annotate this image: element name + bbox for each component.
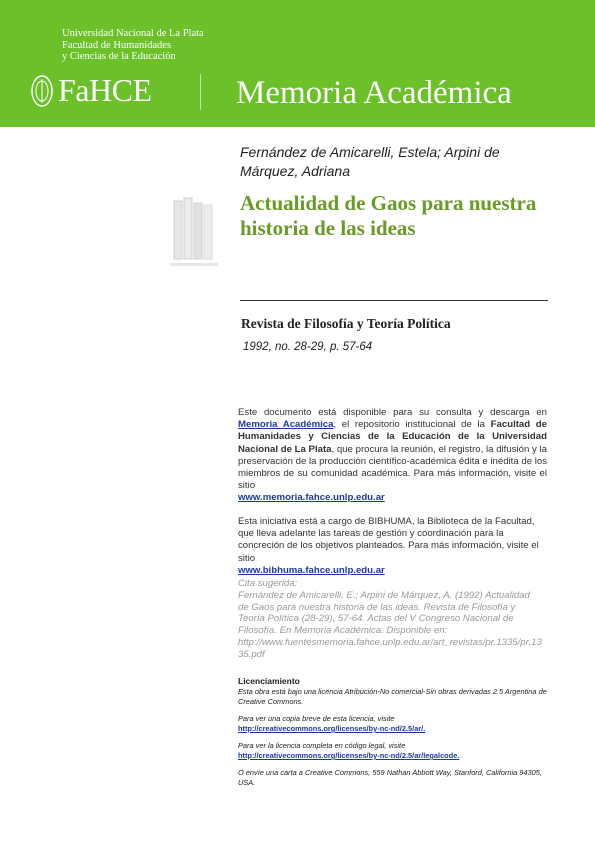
memoria-academica-link[interactable]: Memoria Académica xyxy=(238,419,334,431)
license-heading: Licenciamiento xyxy=(238,676,300,686)
document-title: Actualidad de Gaos para nuestra historia de las ideas xyxy=(240,191,537,240)
title-divider xyxy=(240,300,548,301)
suggested-citation xyxy=(238,578,543,661)
license-mail-text: O envíe una carta a Creative Commons, 559 Nathan Abbott Way, Stanford, California 94305, USA. xyxy=(238,768,542,787)
citation-label: Cita sugerida: xyxy=(238,578,298,589)
fahce-logo[interactable]: FaHCE xyxy=(58,72,152,108)
repository-name[interactable]: Memoria Académica xyxy=(236,75,512,111)
license-section xyxy=(238,676,550,788)
issue-info: 1992, no. 28-29, p. 57-64 xyxy=(243,341,373,353)
p1-text-c: , que procura la reunión, el registro, la difusión y la preservación de la producción científico-académica édita e inédita de los miembros de su comunidad académica. Para más información, visite el sitio xyxy=(238,443,547,492)
p2-text: Esta iniciativa está a cargo de BIBHUMA, la Biblioteca de la Facultad, que lleva adelante las tareas de gestión y coordinación para la concreción de los objetivos planteados. Para más información, visite el sitio xyxy=(238,516,539,564)
faculty-line-2: y Ciencias de la Educación xyxy=(62,51,176,62)
header-divider xyxy=(200,74,201,110)
books-icon xyxy=(170,195,220,275)
faculty-line: Facultad de Humanidades xyxy=(62,39,172,51)
availability-paragraph xyxy=(238,407,547,505)
license-copy-link[interactable]: http://creativecommons.org/licenses/by-nc-nd/2.5/ar/. xyxy=(238,724,426,733)
university-line: Universidad Nacional de La Plata xyxy=(62,28,204,39)
university-seal-icon xyxy=(30,74,54,108)
journal-name: Revista de Filosofía y Teoría Política xyxy=(241,316,451,331)
university-name xyxy=(62,28,204,63)
p1-text-a: Este documento está disponible para su consulta y descarga en xyxy=(238,407,547,418)
citation-text: Fernández de Amicarelli, E.; Arpini de Márquez, A. (1992) Actualidad de Gaos para nuestra historia de las ideas. Revista de Filosofía y Teoría Política (28-29), 57-64. Actas del V Congreso Nacional de Filosofía. En Memoria Académica. Disponible en: xyxy=(238,589,530,637)
faculty-bold-text: Facultad de Humanidades y Ciencias de la Educación de la Universidad Nacional de La Plata xyxy=(238,419,547,455)
memoria-site-link[interactable]: www.memoria.fahce.unlp.edu.ar xyxy=(238,492,385,504)
p1-text-b: , el repositorio institucional de la xyxy=(333,419,491,431)
bibhuma-site-link[interactable]: www.bibhuma.fahce.unlp.edu.ar xyxy=(238,564,385,576)
citation-url[interactable]: http://www.fuentesmemoria.fahce.unlp.edu.ar/art_revistas/pr.1335/pr.1335.pdf xyxy=(238,636,542,660)
license-copy-label: Para ver una copia breve de esta licencia, visite xyxy=(238,714,395,723)
bibhuma-paragraph xyxy=(238,516,547,577)
repository-header xyxy=(0,0,595,127)
document-authors: Fernández de Amicarelli, Estela; Arpini de Márquez, Adriana xyxy=(240,144,500,179)
license-text: Esta obra está bajo una licencia Atribución-No comercial-Sin obras derivadas 2.5 Argentina de Creative Commons. xyxy=(238,687,547,706)
license-full-link[interactable]: http://creativecommons.org/licenses/by-nc-nd/2.5/ar/legalcode. xyxy=(238,751,460,760)
license-full-label: Para ver la licencia completa en código legal, visite xyxy=(238,741,406,750)
